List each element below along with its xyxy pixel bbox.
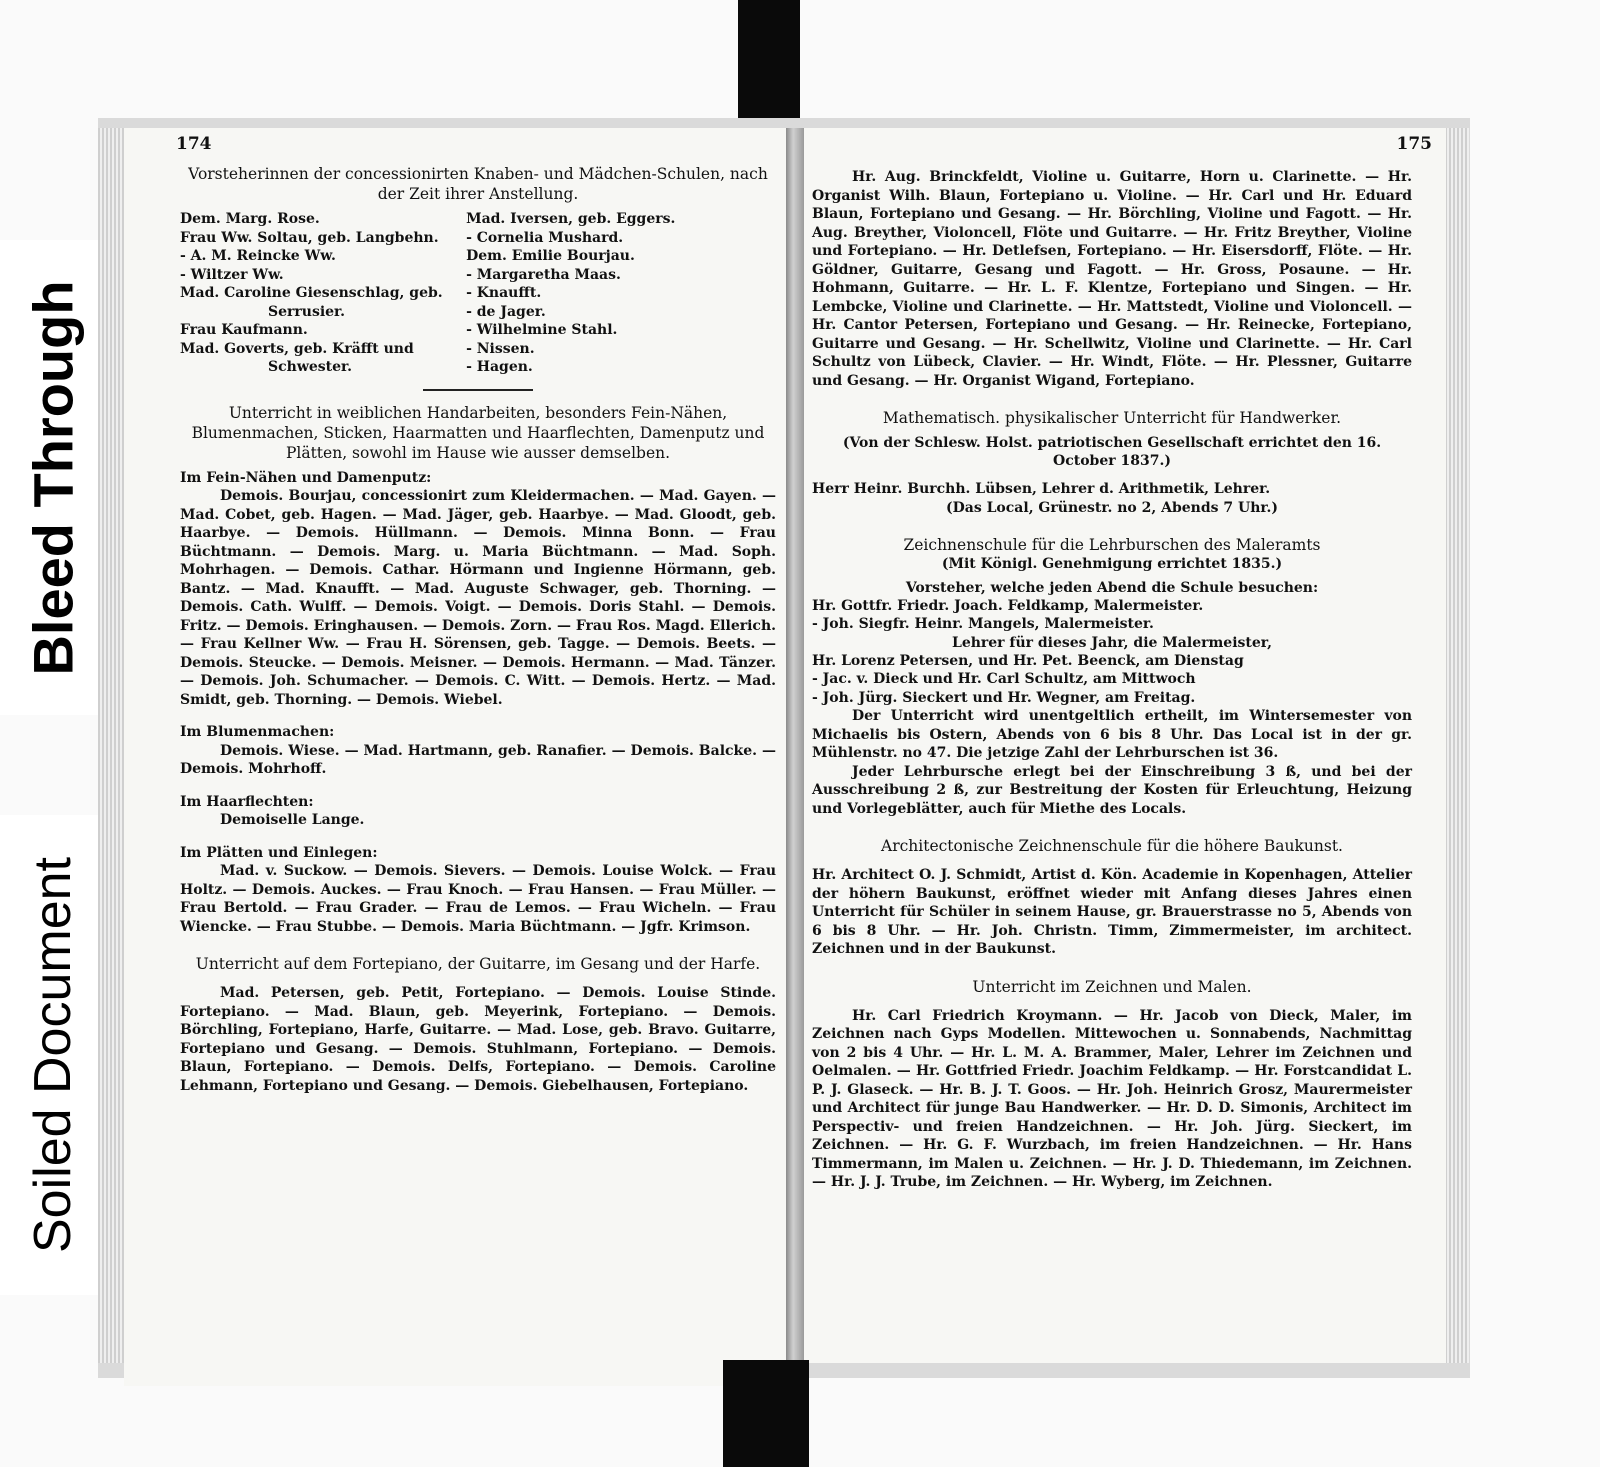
vorsteherinnen-row [180,266,776,285]
section-divider [423,389,533,391]
vorsteherinnen-row [180,321,776,340]
lehrer-title: Lehrer für dieses Jahr, die Malermeister, [951,634,1273,651]
vorsteher-2: - Joh. Siegfr. Heinr. Mangels, Malermeister. [812,616,1154,632]
bleed-through-text: Bleed Through [21,279,84,676]
architektur-text: Hr. Architect O. J. Schmidt, Artist d. Kön. Academie in Kopenhagen, Attelier der höhern Baukunst, eröffnet wieder mit Anfang dieses Jahres einen Unterricht für Schüler in seinem Hause, gr. Brauerstrasse no 5, Abends von 6 bis 8 Uhr. — Hr. Joh. Christn. Timm, Zimmermeister, im architect. Zeichnen und in der Baukunst. [812,867,1412,957]
book-gutter [786,128,804,1386]
fein-naehen-text: Demois. Bourjau, concessionirt zum Kleidermachen. — Mad. Gayen. — Mad. Cobet, geb. Hagen. — Mad. Jäger, geb. Haarbye. — Mad. Gloodt, geb. Haarbye. — Demois. Hüllmann. — Demois. Minna Bonn. — Frau Büchtmann. — Demois. Marg. u. Maria Büchtmann. — Mad. Soph. Mohrhagen. — Demois. Cathar. Hörmann und Ingienne Hörmann, geb. Bantz. — Mad. Knaufft. — Mad. Auguste Schwager, geb. Thorning. — Demois. Cath. Wulff. — Demois. Voigt. — Demois. Doris Stahl. — Demois. Fritz. — Demois. Eringhausen. — Demois. Zorn. — Frau Ros. Magd. Ellerich. — Frau Kellner Ww. — Frau H. Sörensen, geb. Tagge. — Demois. Beets. — Demois. Steucke. — Demois. Meisner. — Demois. Hermann. — Mad. Tänzer. — Demois. Joh. Schumacher. — Demois. C. Witt. — Demois. Hertz. — Mad. Smidt, geb. Thorning. — Demois. Wiebel. [180,488,776,708]
spine-clip-bottom [723,1360,809,1467]
vorsteherin-left: Mad. Caroline Giesenschlag, geb. [180,285,443,301]
haar-title: Im Haarflechten: [180,793,314,810]
right-column [812,168,1412,1192]
vorsteherinnen-row [180,229,776,248]
vorsteherin-left: Schwester. [268,359,352,375]
vorsteherinnen-row [180,247,776,266]
bleed-through-label [0,240,105,715]
vorsteherin-left: Mad. Goverts, geb. Kräfft und [180,340,414,357]
blumen-title: Im Blumenmachen: [180,724,335,740]
vorsteherin-right: - Nissen. [466,340,535,357]
fortepiano-heading: Unterricht auf dem Fortepiano, der Guitarre, im Gesang und der Harfe. [195,955,761,973]
zeichenschule-heading: Zeichnenschule für die Lehrburschen des Maleramts [903,535,1321,554]
zeichnen-malen-heading: Unterricht im Zeichnen und Malen. [972,977,1252,996]
architektur-heading: Architectonische Zeichnenschule für die höhere Baukunst. [881,837,1343,855]
vorsteherinnen-row [180,210,776,229]
vorsteherinnen-row [180,303,776,322]
vorsteherin-left: - Wiltzer Ww. [180,266,284,283]
zeichenschule-text-1: Der Unterricht wird unentgeltlich ertheilt, im Wintersemester von Michaelis bis Ostern, Abends von 6 bis 8 Uhr. Das Local ist in der gr. Mühlenstr. no 47. Die jetzige Zahl der Lehrburschen ist 36. [812,708,1412,761]
vorsteherin-right: - Margaretha Maas. [466,266,621,283]
vorsteherinnen-row [180,284,776,303]
vorsteherin-left: - A. M. Reincke Ww. [180,248,336,264]
plaetten-text: Mad. v. Suckow. — Demois. Sievers. — Demois. Louise Wolck. — Frau Holtz. — Demois. Auckes. — Frau Knoch. — Frau Hansen. — Frau Müller. — Frau Bertold. — Frau Grader. — Frau de Lemos. — Frau Wicheln. — Frau Wiencke. — Frau Stubbe. — Demois. Maria Büchtmann. — Jgfr. Krimson. [180,863,776,935]
vorsteherin-right: - de Jager. [466,303,546,320]
mathematik-local: (Das Local, Grünestr. no 2, Abends 7 Uhr.) [946,499,1278,516]
soiled-document-text: Soiled Document [23,857,82,1253]
spine-clip-top [738,0,800,128]
page-edge-right [1445,128,1469,1363]
vorsteherin-right: - Cornelia Mushard. [466,229,624,246]
handarbeiten-heading: Unterricht in weiblichen Handarbeiten, besonders Fein-Nähen, Blumenmachen, Sticken, Haarmatten und Haarflechten, Damenputz und Plätten, sowohl im Hause wie ausser demselben. [191,403,765,462]
vorsteherin-left: Serrusier. [268,303,346,320]
lehrer-3: - Joh. Jürg. Sieckert und Hr. Wegner, am Freitag. [812,689,1196,706]
vorsteherinnen-table [180,210,776,377]
left-page [124,128,786,1386]
vorsteher-1: Hr. Gottfr. Friedr. Joach. Feldkamp, Malermeister. [812,597,1204,614]
vorsteherinnen-row [180,340,776,359]
lehrer-1: Hr. Lorenz Petersen, und Hr. Pet. Beenck, am Dienstag [812,652,1244,669]
page-edge-left [98,128,124,1363]
zeichenschule-sub: (Mit Königl. Genehmigung errichtet 1835.) [941,555,1283,572]
vorsteherin-left: Frau Kaufmann. [180,322,308,338]
lehrer-2: - Jac. v. Dieck und Hr. Carl Schultz, am Mittwoch [812,671,1196,687]
vorsteherin-right: - Wilhelmine Stahl. [466,322,618,338]
left-column [180,164,776,1095]
mathematik-sub: (Von der Schlesw. Holst. patriotischen Gesellschaft errichtet den 16. October 1837.) [842,435,1382,469]
vorsteherinnen-row [180,358,776,377]
mathematik-text: Herr Heinr. Burchh. Lübsen, Lehrer d. Arithmetik, Lehrer. [812,481,1271,497]
right-page [804,128,1446,1363]
zeichnen-malen-text: Hr. Carl Friedrich Kroymann. — Hr. Jacob von Dieck, Maler, im Zeichnen nach Gyps Modellen. Mittewochen u. Sonnabends, Nachmittag von 2 bis 4 Uhr. — Hr. L. M. A. Brammer, Maler, Lehrer im Zeichnen und Oelmalen. — Hr. Gottfried Friedr. Joachim Feldkamp. — Hr. Forstcandidat L. P. J. Glaseck. — Hr. B. J. T. Goos. — Hr. Joh. Heinrich Grosz, Maurermeister und Architect für junge Bau Handwerker. — Hr. D. D. Simonis, Architect im Perspectiv- und freien Handzeichnen. — Hr. Joh. Jürg. Sieckert, im Zeichnen. — Hr. G. F. Wurzbach, im freien Handzeichnen. — Hr. Hans Timmermann, im Malen u. Zeichnen. — Hr. J. D. Thiedemann, im Zeichnen. — Hr. J. J. Trube, im Zeichnen. — Hr. Wyberg, im Zeichnen. [812,1007,1412,1190]
vorsteherin-right: Dem. Emilie Bourjau. [466,248,635,264]
fortepiano-text: Mad. Petersen, geb. Petit, Fortepiano. — Demois. Louise Stinde. Fortepiano. — Mad. Blaun, geb. Meyerink, Fortepiano. — Demois. Börchling, Fortepiano, Harfe, Guitarre. — Mad. Lose, geb. Bravo. Guitarre, Fortepiano und Gesang. — Demois. Stuhlmann, Fortepiano. — Demois. Blaun, Fortepiano. — Demois. Delfs, Fortepiano. — Demois. Caroline Lehmann, Fortepiano und Gesang. — Demois. Giebelhausen, Fortepiano. [180,985,776,1094]
page-number-left: 174 [176,134,212,154]
haar-text: Demoiselle Lange. [220,812,365,828]
mathematik-heading: Mathematisch. physikalischer Unterricht für Handwerker. [882,409,1342,427]
blumen-text: Demois. Wiese. — Mad. Hartmann, geb. Ranafier. — Demois. Balcke. — Demois. Mohrhoff. [180,742,776,777]
vorsteherin-right: Mad. Iversen, geb. Eggers. [466,211,676,227]
zeichenschule-text-2: Jeder Lehrbursche erlegt bei der Einschreibung 3 ß, und bei der Ausschreibung 2 ß, zur Bestreitung der Kosten für Erleuchtung, Heizung und Vorlegeblätter, auch für Miethe des Locals. [812,763,1412,817]
vorsteher-title: Vorsteher, welche jeden Abend die Schule besuchen: [905,579,1319,596]
vorsteherinnen-heading: Vorsteherinnen der concessionirten Knaben- und Mädchen-Schulen, nach der Zeit ihrer Anstellung. [188,165,768,203]
soiled-document-label [0,815,105,1295]
fein-naehen-title: Im Fein-Nähen und Damenputz: [180,469,432,486]
vorsteherin-right: - Hagen. [466,359,533,375]
vorsteherin-left: Dem. Marg. Rose. [180,211,320,227]
page-number-right: 175 [1396,134,1432,154]
vorsteherin-right: - Knaufft. [466,285,542,301]
musik-text: Hr. Aug. Brinckfeldt, Violine u. Guitarre, Horn u. Clarinette. — Hr. Organist Wilh. Blaun, Fortepiano u. Violine. — Hr. Carl und Hr. Eduard Blaun, Fortepiano und Gesang. — Hr. Börchling, Violine und Fagott. — Hr. Aug. Breyther, Violoncell, Flöte und Guitarre. — Hr. Fritz Breyther, Violine und Fortepiano. — Hr. Detlefsen, Fortepiano. — Hr. Eisersdorff, Flöte. — Hr. Göldner, Guitarre, Gesang und Fagott. — Hr. Gross, Posaune. — Hr. Hohmann, Guitarre. — Hr. L. F. Klentze, Fortepiano und Singen. — Hr. Lembcke, Violine und Clarinette. — Hr. Mattstedt, Violine und Violoncell. — Hr. Cantor Petersen, Fortepiano und Gesang. — Hr. Reinecke, Fortepiano, Guitarre und Gesang. — Hr. Schellwitz, Violine und Clarinette. — Hr. Carl Schultz von Lübeck, Clavier. — Hr. Windt, Flöte. — Hr. Plessner, Guitarre und Gesang. — Hr. Organist Wigand, Fortepiano. [812,169,1412,389]
vorsteherin-left: Frau Ww. Soltau, geb. Langbehn. [180,229,439,246]
plaetten-title: Im Plätten und Einlegen: [180,844,378,861]
